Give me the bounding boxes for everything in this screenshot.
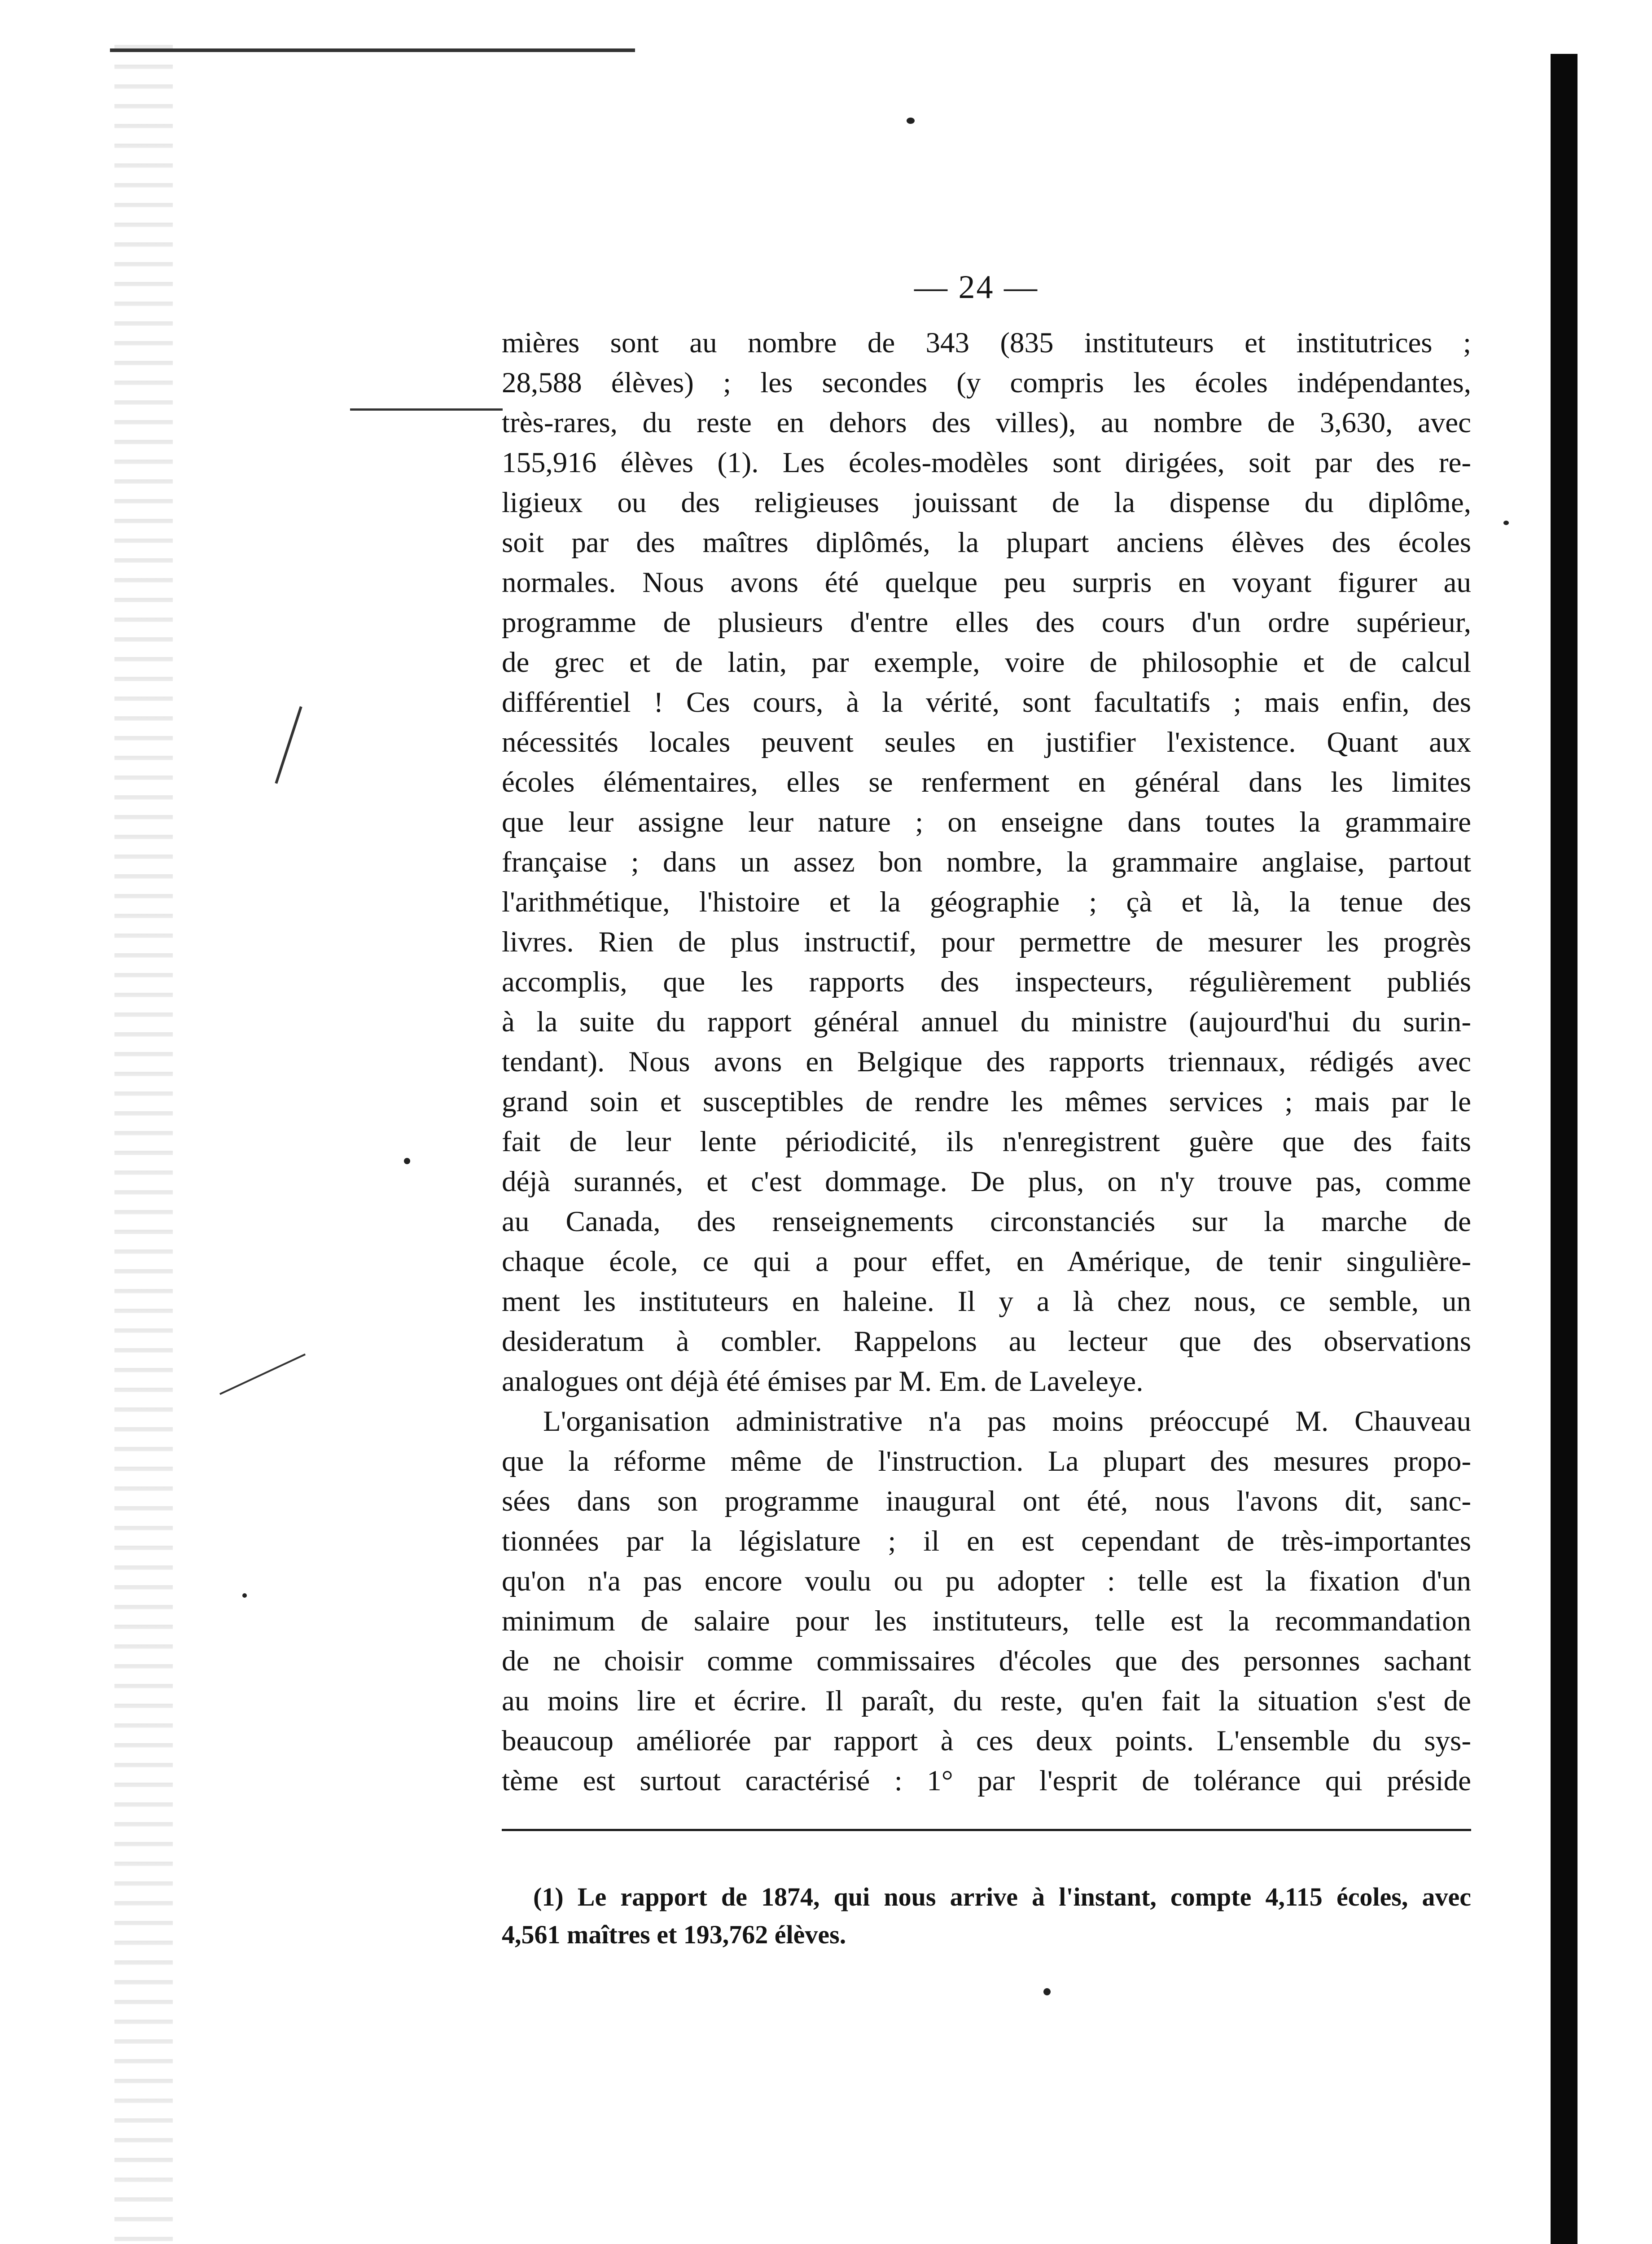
- text-line: 155,916 élèves (1). Les écoles-modèles sont dirigées, soit par des re-: [502, 447, 1471, 479]
- text-line: beaucoup améliorée par rapport à ces deux points. L'ensemble du sys-: [502, 1725, 1471, 1757]
- text-line: de ne choisir comme commissaires d'écoles que des personnes sachant: [502, 1645, 1471, 1677]
- scan-stray-mark: [219, 1354, 306, 1395]
- text-line: à la suite du rapport général annuel du ministre (aujourd'hui du surin-: [502, 1006, 1471, 1038]
- text-line: que leur assigne leur nature ; on enseigne dans toutes la grammaire: [502, 806, 1471, 838]
- text-line: déjà surannés, et c'est dommage. De plus, on n'y trouve pas, comme: [502, 1166, 1471, 1198]
- text-line: fait de leur lente périodicité, ils n'enregistrent guère que des faits: [502, 1126, 1471, 1158]
- scan-stray-mark: [275, 706, 302, 784]
- text-line: programme de plusieurs d'entre elles des cours d'un ordre supérieur,: [502, 606, 1471, 639]
- text-line: différentiel ! Ces cours, à la vérité, sont facultatifs ; mais enfin, des: [502, 686, 1471, 719]
- footnote: [502, 1878, 1471, 1954]
- text-line: l'arithmétique, l'histoire et la géographie ; çà et là, la tenue des: [502, 886, 1471, 918]
- scan-right-edge: [1551, 54, 1578, 2244]
- text-line: chaque école, ce qui a pour effet, en Amérique, de tenir singulière-: [502, 1245, 1471, 1278]
- footnote-line: 4,561 maîtres et 193,762 élèves.: [502, 1920, 846, 1949]
- text-line: écoles élémentaires, elles se renferment en général dans les limites: [502, 766, 1471, 798]
- scan-speck: [1503, 521, 1509, 525]
- text-line: tionnées par la législature ; il en est cependant de très-importantes: [502, 1525, 1471, 1557]
- text-line: desideratum à combler. Rappelons au lecteur que des observations: [502, 1325, 1471, 1358]
- scan-speck: [242, 1593, 247, 1598]
- text-line: au moins lire et écrire. Il paraît, du reste, qu'en fait la situation s'est de: [502, 1685, 1471, 1717]
- text-line: tendant). Nous avons en Belgique des rapports triennaux, rédigés avec: [502, 1046, 1471, 1078]
- text-line: mières sont au nombre de 343 (835 instituteurs et institutrices ;: [502, 327, 1471, 359]
- text-line: au Canada, des renseignements circonstanciés sur la marche de: [502, 1205, 1471, 1238]
- text-line: normales. Nous avons été quelque peu surpris en voyant figurer au: [502, 566, 1471, 599]
- body-text: [502, 323, 1471, 1801]
- text-line: tème est surtout caractérisé : 1° par l'esprit de tolérance qui préside: [502, 1765, 1471, 1797]
- text-line: 28,588 élèves) ; les secondes (y compris les écoles indépendantes,: [502, 367, 1471, 399]
- text-line: accomplis, que les rapports des inspecteurs, régulièrement publiés: [502, 966, 1471, 998]
- footnote-line: (1) Le rapport de 1874, qui nous arrive à l'instant, compte 4,115 écoles, avec: [533, 1882, 1471, 1911]
- scan-speck: [907, 118, 915, 124]
- text-line: française ; dans un assez bon nombre, la grammaire anglaise, partout: [502, 846, 1471, 878]
- scan-speck: [404, 1158, 410, 1164]
- page-number: — 24 —: [914, 269, 1039, 306]
- text-line: livres. Rien de plus instructif, pour permettre de mesurer les progrès: [502, 926, 1471, 958]
- footnote-separator: [502, 1829, 1471, 1831]
- text-line: ligieux ou des religieuses jouissant de la dispense du diplôme,: [502, 486, 1471, 519]
- scan-left-margin-noise: [114, 45, 173, 2244]
- text-line: de grec et de latin, par exemple, voire de philosophie et de calcul: [502, 646, 1471, 679]
- text-line: qu'on n'a pas encore voulu ou pu adopter : telle est la fixation d'un: [502, 1565, 1471, 1597]
- text-line: soit par des maîtres diplômés, la plupart anciens élèves des écoles: [502, 526, 1471, 559]
- text-line: minimum de salaire pour les instituteurs, telle est la recommandation: [502, 1605, 1471, 1637]
- scan-top-edge: [110, 48, 635, 52]
- text-line: L'organisation administrative n'a pas moins préoccupé M. Chauveau: [543, 1405, 1471, 1438]
- text-line: ment les instituteurs en haleine. Il y a là chez nous, ce semble, un: [502, 1285, 1471, 1318]
- text-line: très-rares, du reste en dehors des villes), au nombre de 3,630, avec: [502, 407, 1471, 439]
- text-line: nécessités locales peuvent seules en justifier l'existence. Quant aux: [502, 726, 1471, 758]
- text-line: que la réforme même de l'instruction. La plupart des mesures propo-: [502, 1445, 1471, 1477]
- text-line: grand soin et susceptibles de rendre les mêmes services ; mais par le: [502, 1086, 1471, 1118]
- scan-speck: [1043, 1988, 1051, 1995]
- text-line: sées dans son programme inaugural ont été, nous l'avons dit, sanc-: [502, 1485, 1471, 1517]
- text-line: analogues ont déjà été émises par M. Em. de Laveleye.: [502, 1365, 1144, 1398]
- scan-stray-mark: [350, 408, 503, 411]
